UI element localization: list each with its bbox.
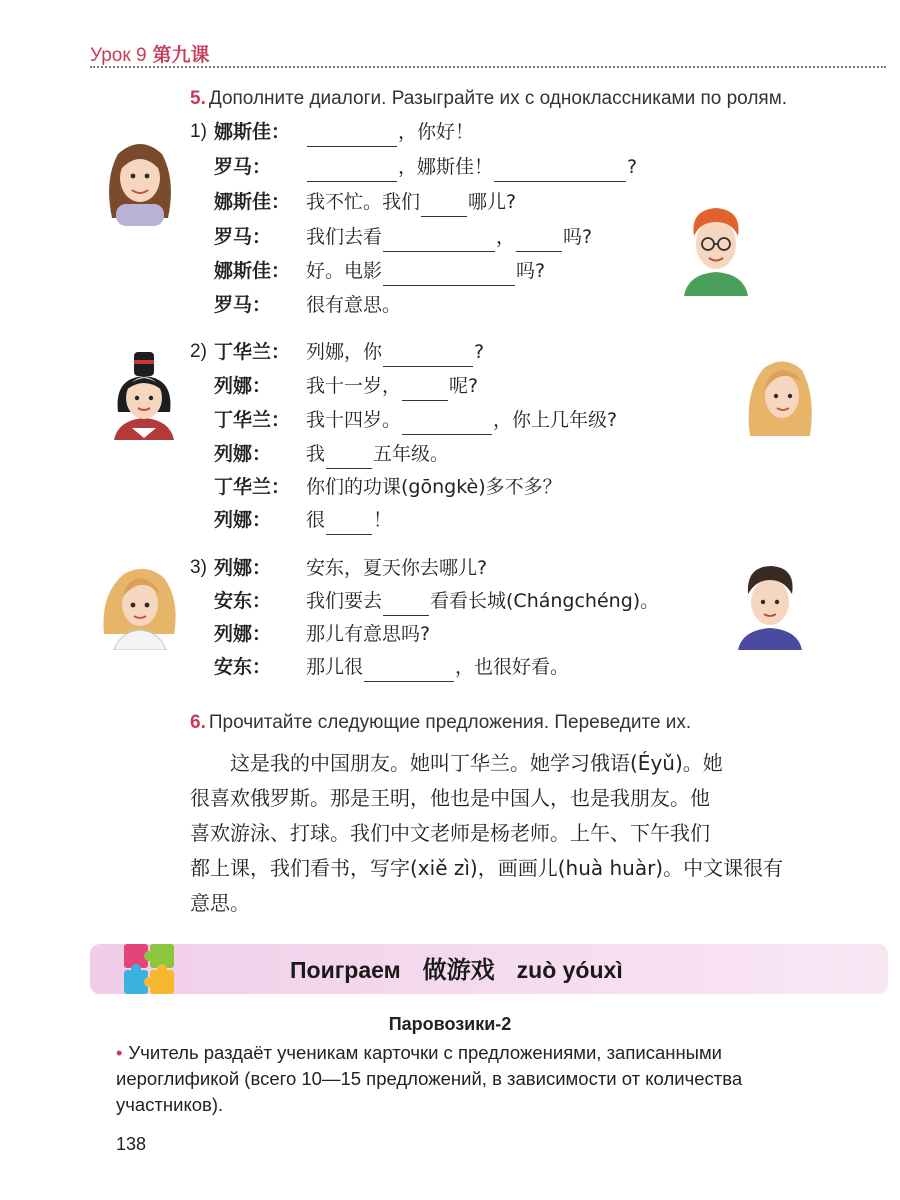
- speaker: 丁华兰：: [214, 409, 291, 431]
- answer-blank[interactable]: [516, 229, 562, 252]
- line-text: 我们去看 ， 吗?: [306, 222, 592, 252]
- line-text: 那儿很 ，也很好看。: [306, 652, 569, 682]
- paragraph-line: 都上课，我们看书，写字(xiě zì)，画画儿(huà huàr)。中文课很有: [190, 856, 784, 880]
- answer-blank[interactable]: [383, 344, 473, 367]
- speaker: 罗马：: [214, 156, 272, 178]
- answer-blank[interactable]: [402, 378, 448, 401]
- speaker: 安东：: [214, 590, 272, 612]
- lesson-header: [90, 40, 210, 67]
- speaker: 娜斯佳：: [214, 121, 291, 143]
- paragraph-line: 意思。: [190, 891, 250, 915]
- line-text: 好。电影 吗?: [306, 256, 545, 286]
- answer-blank[interactable]: [364, 659, 454, 682]
- speaker: 丁华兰：: [214, 341, 291, 363]
- game-subheading: Паровозики-2: [388, 1014, 512, 1034]
- line-text: 很 ！: [306, 505, 392, 535]
- instruction-line: иероглификой (всего 10—15 предложений, в зависимости от количества: [116, 1068, 743, 1089]
- answer-blank[interactable]: [383, 263, 515, 286]
- speaker: 列娜：: [214, 509, 272, 531]
- exercise-5-title: [190, 88, 787, 110]
- line-text: 我们要去 看看长城(Chángchéng)。: [306, 586, 659, 616]
- boy-dark-hair-illustration: [732, 560, 808, 650]
- exercise-6-instruction: Прочитайте следующие предложения. Переведите их.: [208, 712, 692, 733]
- paragraph-line: 这是我的中国朋友。她叫丁华兰。她学习俄语(Éyǔ)。她: [230, 751, 723, 775]
- lesson-number-chinese: 第九课: [152, 45, 210, 66]
- answer-blank[interactable]: [307, 124, 397, 147]
- game-title-pinyin: zuò yóuxì: [516, 957, 623, 983]
- line-text: 很有意思。: [306, 294, 402, 316]
- speaker: 娜斯佳：: [214, 191, 291, 213]
- answer-blank[interactable]: [326, 512, 372, 535]
- girl-brown-hair-illustration: [98, 130, 182, 226]
- line-text: ，娜斯佳！ ?: [306, 152, 637, 182]
- speaker: 丁华兰：: [214, 476, 291, 498]
- speaker: 列娜：: [214, 623, 272, 645]
- line-text: 那儿有意思吗?: [306, 623, 431, 645]
- answer-blank[interactable]: [326, 446, 372, 469]
- speaker: 列娜：: [214, 557, 272, 579]
- paragraph-line: 喜欢游泳、打球。我们中文老师是杨老师。上午、下午我们: [190, 821, 710, 845]
- bullet-icon: •: [116, 1042, 123, 1063]
- line-text: 列娜，你 ?: [306, 337, 484, 367]
- page-number: 138: [116, 1134, 147, 1154]
- game-title-russian: Поиграем: [290, 957, 401, 983]
- line-text: 你们的功课(gōngkè)多不多？: [306, 476, 562, 498]
- answer-blank[interactable]: [383, 593, 429, 616]
- speaker: 列娜：: [214, 375, 272, 397]
- game-title-chinese: 做游戏: [422, 956, 495, 984]
- boy-red-hair-glasses-illustration: [676, 200, 756, 296]
- dialog-3-index: 3): [190, 557, 207, 578]
- answer-blank[interactable]: [307, 159, 397, 182]
- speaker: 列娜：: [214, 443, 272, 465]
- answer-blank[interactable]: [383, 229, 495, 252]
- header-divider: [90, 66, 886, 68]
- speaker: 娜斯佳：: [214, 260, 291, 282]
- reading-paragraph: [190, 746, 860, 921]
- girl-blond-hair-illustration: [744, 352, 814, 442]
- answer-blank[interactable]: [421, 194, 467, 217]
- game-title: [290, 950, 623, 990]
- line-text: ，你好！: [306, 117, 474, 147]
- speaker: 罗马：: [214, 294, 272, 316]
- line-text: 我十四岁。 ，你上几年级?: [306, 405, 617, 435]
- game-instructions: [116, 1040, 864, 1118]
- puzzle-icon: [118, 938, 180, 1000]
- lesson-number: Урок 9: [90, 45, 147, 66]
- dialog-2-index: 2): [190, 341, 207, 362]
- exercise-6-title: [190, 712, 691, 734]
- speaker: 罗马：: [214, 226, 272, 248]
- girl-blond-hair-white-collar-illustration: [100, 560, 180, 650]
- girl-black-hair-hat-illustration: [104, 342, 184, 440]
- paragraph-line: 很喜欢俄罗斯。那是王明，他也是中国人，也是我朋友。他: [190, 786, 710, 810]
- instruction-line: участников).: [116, 1094, 224, 1115]
- speaker: 安东：: [214, 656, 272, 678]
- answer-blank[interactable]: [494, 159, 626, 182]
- line-text: 安东，夏天你去哪儿?: [306, 557, 488, 579]
- exercise-5-instruction: Дополните диалоги. Разыграйте их с одноклассниками по ролям.: [208, 88, 788, 109]
- line-text: 我 五年级。: [306, 439, 449, 469]
- dialog-1-index: 1): [190, 121, 207, 142]
- line-text: 我不忙。我们 哪儿?: [306, 187, 516, 217]
- exercise-6-number: 6.: [190, 712, 206, 733]
- exercise-5-number: 5.: [190, 88, 206, 109]
- line-text: 我十一岁， 呢?: [306, 371, 478, 401]
- answer-blank[interactable]: [402, 412, 492, 435]
- instruction-line: • Учитель раздаёт ученикам карточки с предложениями, записанными: [116, 1042, 723, 1063]
